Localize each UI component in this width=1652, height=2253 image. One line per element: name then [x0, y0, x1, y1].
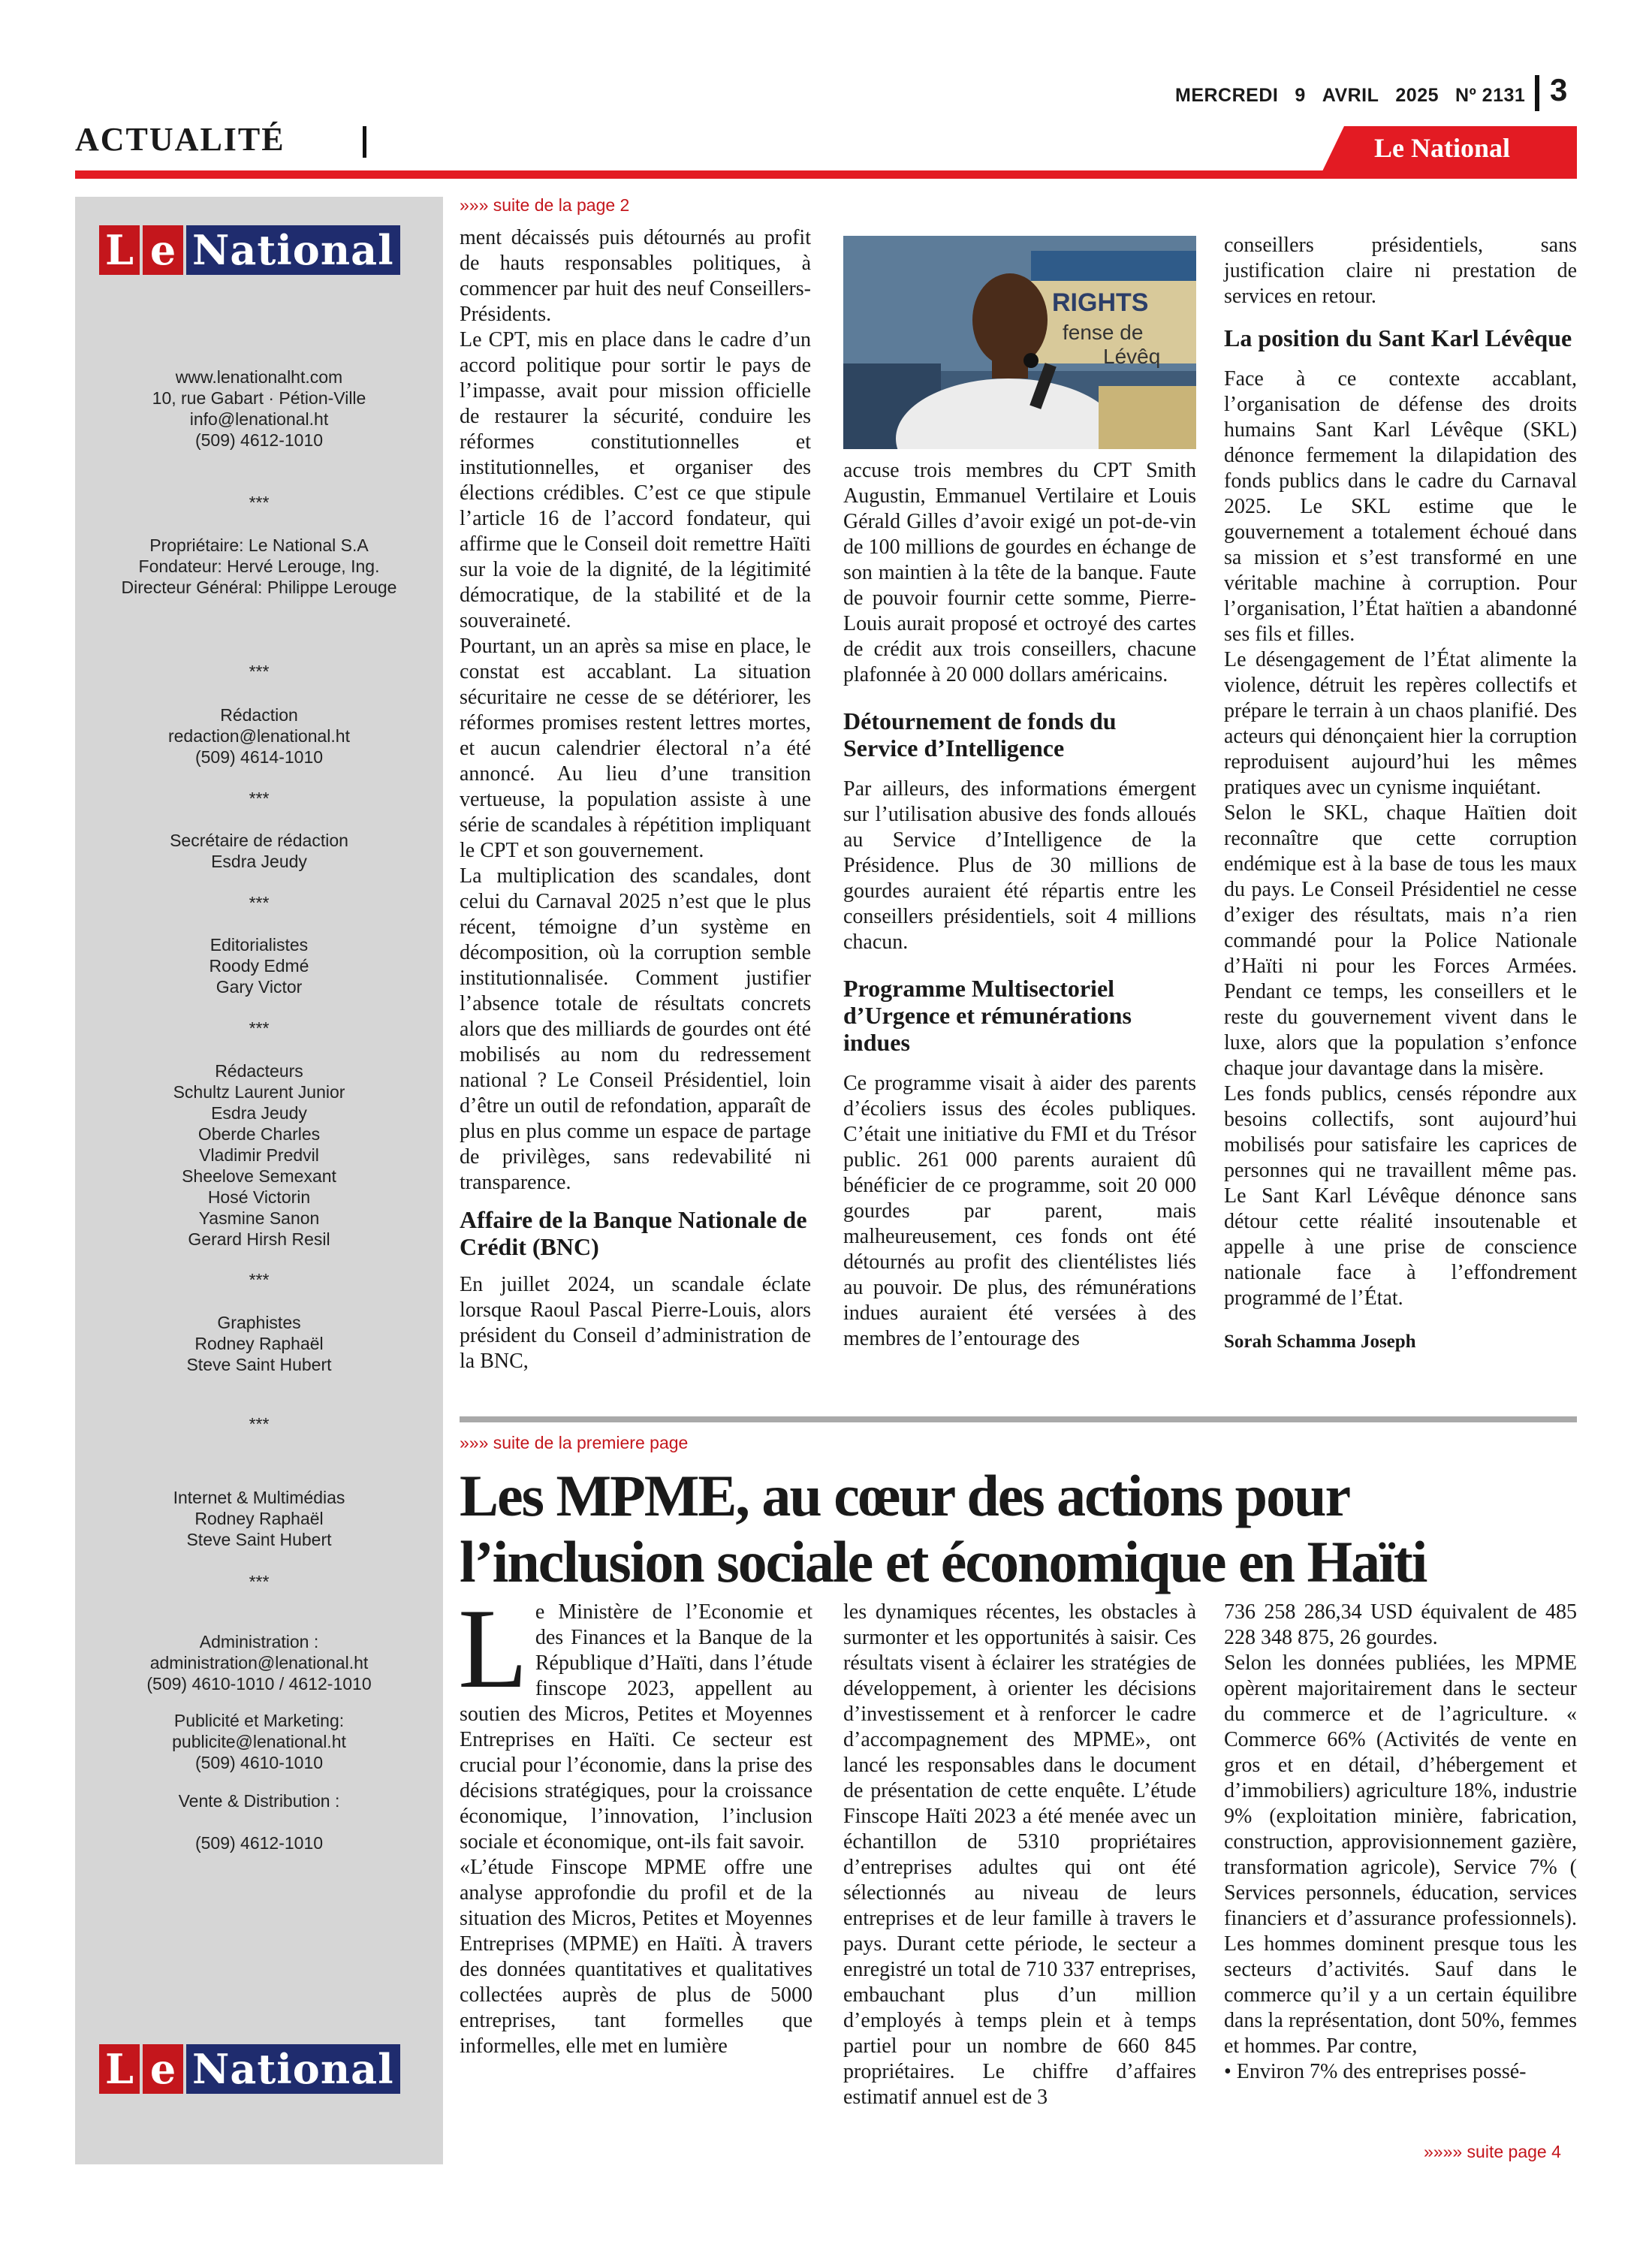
info-email[interactable]: info@lenational.ht — [189, 409, 329, 429]
issue-date — [1175, 85, 1542, 107]
date-month: AVRIL — [1322, 85, 1379, 106]
separator: *** — [249, 1270, 270, 1289]
advertising-phone: (509) 4610-1010 — [194, 1753, 324, 1772]
paragraph: «L’étude Finscope MPME offre une analyse approfondie du profil et de la situation des Micros, Petites et Moyennes Entreprises (MPME) en Haïti. À travers des données quantitatives et qualitatives collectées auprès de plus de 5000 entreprises, tant formelles que informelles, elle met en lumière — [460, 1856, 812, 2058]
ownership-block — [75, 535, 443, 598]
advertising-label: Publicité et Marketing: — [173, 1711, 345, 1730]
subheading-skl-position: La position du Sant Karl Lévêque — [1224, 324, 1572, 351]
paragraph: Les fonds publics, censés répondre aux besoins collectifs, sont aujourd’hui mobilisés pour satisfaire les caprices de personnes qui ne travaillent même pas. Le Sant Karl Lévêque dénonce sans détour cette réalité insoutenable et appelle à une prise de conscience nationale face à l’effondrement programmé de l’État. — [1224, 1082, 1577, 1310]
paragraph: accuse trois membres du CPT Smith Augustin, Emmanuel Vertilaire et Louis Gérald Gilles d’avoir exigé un pot-de-vin de 100 millions de gourdes en échange de son maintien à la tête de la banque. Faute de pouvoir fournir cette somme, Pierre-Louis aurait proposé et octroyé des cartes de crédit aux trois conseillers, chacune plafonnée à 20 000 dollars américains. — [843, 459, 1196, 686]
article2-headline — [460, 1463, 1578, 1595]
redaction-email[interactable]: redaction@lenational.ht — [167, 726, 350, 746]
paragraph: 736 258 286,34 USD équivalent de 485 228 348 875, 26 gourdes. — [1224, 1600, 1577, 1649]
separator: *** — [249, 662, 270, 681]
page-number: 3 — [1550, 72, 1568, 107]
paragraph: Le CPT, mis en place dans le cadre d’un accord politique pour sortir le pays de l’impasse, avait pour mission officielle de restaurer la sécurité, conduire les réformes constitutionnelles et institutionnelles, et organiser des élections crédibles. C’est ce que stipule l’article 16 de l’accord fondateur, qui affirme que le Conseil doit remettre Haïti sur la voie de la dignité, de la légitimité démocratique, de la stabilité et de la souveraineté. — [460, 328, 811, 632]
editorialists-block — [75, 934, 443, 997]
photo-sign-text-1: RIGHTS — [1052, 288, 1149, 317]
headline-line: l’inclusion sociale et économique en Haïti — [460, 1529, 1427, 1594]
separator: *** — [249, 493, 270, 512]
paragraph: les dynamiques récentes, les obstacles à surmonter et les opportunités à saisir. Ces résultats visent à éclairer les stratégies de développement, à orienter les décisions d’investissement et à renforcer le cadre d’accompagnement des MPME», ont lancé les responsables dans le document de présentation de cette enquête. L’étude Finscope Haïti 2023 a été menée avec un échantillon de 5310 propriétaires d’entreprises adultes qui ont été sélectionnés au niveau de leurs entreprises et de leur famille à travers le pays. Durant cette période, le secteur a enregistré un total de 710 337 entreprises, embauchant plus d’un million d’employés à temps plein et à temps partiel pour un nombre de 660 845 propriétaires. Le chiffre d’affaires estimatif annuel est de 3 — [843, 1600, 1196, 2109]
le-national-logo-top — [99, 225, 400, 275]
reporter-name: Esdra Jeudy — [211, 1103, 307, 1123]
reporter-name: Vladimir Predvil — [199, 1145, 319, 1165]
graphic-designers-block — [75, 1312, 443, 1375]
paragraph: En juillet 2024, un scandale éclate lorsque Raoul Pascal Pierre-Louis, alors président du Conseil d’administration de la BNC, — [460, 1273, 811, 1373]
director-general: Directeur Général: Philippe Lerouge — [121, 578, 397, 597]
redaction-phone: (509) 4614-1010 — [194, 747, 324, 767]
reporters-block — [75, 1060, 443, 1250]
multimedia-label: Internet & Multimédias — [173, 1488, 345, 1507]
paragraph: La multiplication des scandales, dont celui du Carnaval 2025 n’est que le plus récent, témoigne d’un système en décomposition, où la corruption semble institutionnalisée. Comment justifier l’absence totale de résultats concrets alors que des milliards de gourdes ont été mobilisés au nom du redressement national ? Le Conseil Présidentiel, loin d’être un outil de refondation, apparaît de plus en plus comme un espace de partage de privilèges, sans redevabilité ni transparence. — [460, 864, 811, 1194]
speaker-photo — [843, 236, 1196, 449]
drop-cap: L — [458, 1585, 528, 1712]
distribution-phone: (509) 4612-1010 — [194, 1833, 324, 1853]
article1-column-3 — [1224, 233, 1577, 1355]
paragraph: Pourtant, un an après sa mise en place, le constat est accablant. La situation sécuritaire ne cesse de se détériorer, les réformes promises restent lettres mortes, et aucun calendrier électoral n’a été annoncé. Au lieu d’une transition vertueuse, la population assiste à une série de scandales à répétition impliquant le CPT et son gouvernement. — [460, 635, 811, 862]
reporter-name: Schultz Laurent Junior — [173, 1082, 345, 1102]
owner: Propriétaire: Le National S.A — [149, 535, 369, 555]
paragraph: • Environ 7% des entreprises possé- — [1224, 2060, 1527, 2083]
separator: *** — [249, 1572, 270, 1591]
redaction-block — [75, 704, 443, 768]
article1-column-2 — [843, 458, 1196, 1352]
address: 10, rue Gabart · Pétion-Ville — [152, 388, 366, 408]
subheading-bnc: Affaire de la Banque Nationale de Crédit (BNC) — [460, 1206, 807, 1260]
subheading-intelligence: Détournement de fonds du Service d’Intelligence — [843, 707, 1117, 762]
date-number: 9 — [1295, 85, 1306, 106]
le-national-logo-bottom — [99, 2044, 400, 2094]
logo-letter-l: L — [99, 2044, 140, 2094]
administration-label: Administration : — [199, 1632, 319, 1651]
editorialist-name: Roody Edmé — [209, 956, 309, 976]
logo-letter-e: e — [143, 2044, 183, 2094]
website-link[interactable]: www.lenationalht.com — [175, 367, 343, 387]
article2-column-2 — [843, 1600, 1196, 2110]
logo-name: National — [186, 225, 400, 275]
founder: Fondateur: Hervé Lerouge, Ing. — [138, 556, 380, 576]
section-title: ACTUALITÉ — [75, 121, 285, 158]
administration-phone: (509) 4610-1010 / 4612-1010 — [146, 1674, 372, 1694]
designer-name: Rodney Raphaël — [194, 1334, 324, 1353]
separator: *** — [249, 1414, 270, 1434]
date-year: 2025 — [1395, 85, 1439, 106]
headline-line: Les MPME, au cœur des actions pour — [460, 1463, 1350, 1528]
paragraph: Selon le SKL, chaque Haïtien doit reconnaître que cette corruption endémique est à la base de tous les maux du pays. Le Conseil Présidentiel ne cesse d’exiger des résultats, mais n’a rien commandé pour la Police Nationale d’Haïti ni pour les Forces Armées. Pendant ce temps, les conseillers et le reste du gouvernement vivent dans le luxe, alors que la population s’enfonce chaque jour davantage dans la misère. — [1224, 801, 1577, 1080]
administration-email[interactable]: administration@lenational.ht — [149, 1653, 369, 1672]
secretary-label: Secrétaire de rédaction — [170, 831, 348, 850]
secretary-name: Esdra Jeudy — [211, 852, 307, 871]
secretary-block — [75, 830, 443, 872]
header-divider — [1535, 75, 1539, 111]
author-byline: Sorah Schamma Joseph — [1224, 1332, 1416, 1352]
date-day: MERCREDI — [1175, 85, 1279, 106]
separator: *** — [249, 1018, 270, 1038]
logo-name: National — [186, 2044, 400, 2094]
logo-letter-l: L — [99, 225, 140, 275]
paragraph: Selon les données publiées, les MPME opèrent majoritairement dans le secteur du commerce et de l’agriculture. « Commerce 66% (Activités de vente en gros et en détail, d’hébergement et d’immobiliers) agriculture 18%, industrie 9% (exploitation minière, fabrication, construction, approvisionnement gazière, transformation agricole), Service 7% ( Services personnels, éducation, services financiers et d’assurance professionnels). Les hommes dominent presque tous les secteurs d’activités. Sauf dans le commerce qu’il y a un certain équilibre dans la représentation, dont 50%, femmes et hommes. Par contre, — [1224, 1651, 1577, 2058]
graphic-designers-label: Graphistes — [217, 1313, 301, 1332]
continued-on-label[interactable]: »»»» suite page 4 — [1424, 2142, 1561, 2161]
photo-sign-text-3: Lévêq — [1103, 345, 1161, 368]
article-photo — [843, 236, 1196, 449]
header-rule — [75, 170, 1577, 179]
paragraph: Le désengagement de l’État alimente la violence, détruit les repères collectifs et prépare le terrain à un chaos planifié. Des acteurs qui dénonçaient hier la corruption reproduisent aujourd’hui les mêmes pratiques avec un cynisme inquiétant. — [1224, 648, 1577, 799]
article2-column-1 — [458, 1585, 812, 2059]
article2-column-3 — [1224, 1600, 1577, 2085]
advertising-email[interactable]: publicite@lenational.ht — [172, 1732, 346, 1751]
masthead-sidebar — [75, 197, 443, 2164]
redaction-label: Rédaction — [220, 705, 298, 725]
multimedia-name: Rodney Raphaël — [194, 1509, 324, 1528]
paragraph: ment décaissés puis détournés au profit de hauts responsables politiques, à commencer par huit des neuf Conseillers-Présidents. — [460, 226, 811, 326]
paragraph: Face à ce contexte accablant, l’organisation de défense des droits humains Sant Karl Lévêque (SKL) dénonce fermement la dilapidation des fonds publics dans le cadre du Carnaval 2025. Le SKL estime que le gouvernement a totalement échoué dans sa mission et s’est transformé en une véritable machine à corruption. Pour l’organisation, l’État haïtien a abandonné ses fils et filles. — [1224, 367, 1577, 646]
reporter-name: Yasmine Sanon — [198, 1208, 320, 1228]
paragraph: Ce programme visait à aider des parents d’écoliers issus des écoles publiques. C’était une initiative du FMI et du Trésor public. 261 000 parents auraient dû bénéficier de ce programme, soit 20 000 gourdes par parent, mais malheureusement, ces fonds ont été détournés au profit des clientélistes liés au pouvoir. De plus, des rémunérations indues auraient été versées à des membres de l’entourage des — [843, 1072, 1196, 1350]
designer-name: Steve Saint Hubert — [186, 1355, 332, 1374]
multimedia-block — [75, 1487, 443, 1550]
editorialist-name: Gary Victor — [216, 977, 303, 997]
distribution-label: Vente & Distribution : — [178, 1791, 340, 1811]
separator: *** — [249, 893, 270, 912]
reporter-name: Oberde Charles — [197, 1124, 321, 1144]
administration-block — [75, 1631, 443, 1694]
multimedia-name: Steve Saint Hubert — [186, 1530, 332, 1549]
article-divider — [460, 1416, 1577, 1422]
reporter-name: Hosé Victorin — [207, 1187, 311, 1207]
advertising-block — [75, 1710, 443, 1773]
paragraph: conseillers présidentiels, sans justification claire ni prestation de services en retour. — [1224, 234, 1577, 308]
continued-from-front-label[interactable]: »»» suite de la premiere page — [460, 1433, 689, 1452]
paragraph: Par ailleurs, des informations émergent sur l’utilisation abusive des fonds alloués au Service d’Intelligence de la Présidence. Plus de 30 millions de gourdes auraient été répartis entre les conseillers présidentiels, soit 4 millions chacun. — [843, 777, 1196, 954]
editorialists-label: Editorialistes — [210, 935, 309, 955]
distribution-blank — [75, 1811, 443, 1832]
contact-block — [75, 366, 443, 451]
logo-letter-e: e — [143, 225, 183, 275]
article1-column-1 — [460, 225, 811, 1374]
issue-number: Nº 2131 — [1455, 85, 1526, 106]
reporter-name: Gerard Hirsh Resil — [188, 1229, 330, 1249]
paper-tab-label: Le National — [1374, 133, 1511, 163]
distribution-block — [75, 1790, 443, 1853]
section-divider — [363, 126, 366, 158]
separator: *** — [249, 789, 270, 808]
continued-from-label[interactable]: »»» suite de la page 2 — [460, 195, 630, 215]
photo-sign-text-2: fense de — [1063, 321, 1144, 344]
reporters-label: Rédacteurs — [215, 1061, 303, 1081]
phone: (509) 4612-1010 — [194, 430, 324, 450]
paragraph: e Ministère de l’Economie et des Finances et la Banque de la République d’Haïti, dans l’étude finscope 2023, appellent au soutien des Micros, Petites et Moyennes Entreprises en Haïti. Ce secteur est crucial pour l’économie, dans la prise des décisions stratégiques, pour la croissance économique, l’innovation, l’inclusion sociale et économique, ont-ils fait savoir. — [460, 1600, 812, 1853]
reporter-name: Sheelove Semexant — [182, 1166, 336, 1186]
subheading-programme: Programme Multisectoriel d’Urgence et rémunérations indues — [843, 975, 1132, 1056]
